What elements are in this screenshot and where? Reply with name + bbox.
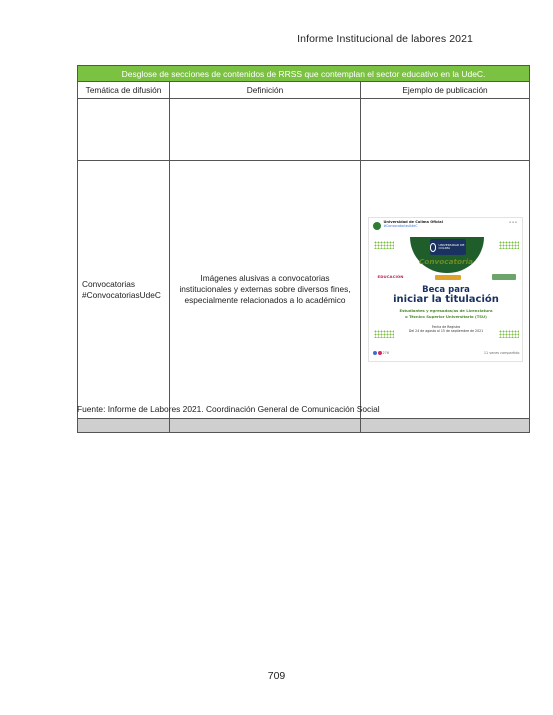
flyer-subtitle-2: o Técnico Superior Universitario (TSU) bbox=[405, 314, 487, 319]
post-account-name: Universidad de Colima Oficial bbox=[383, 220, 443, 224]
empty-cell bbox=[78, 99, 170, 161]
partner-logo-icon bbox=[435, 275, 461, 280]
decorative-dots-icon bbox=[374, 241, 394, 249]
university-seal-icon bbox=[430, 239, 466, 255]
more-options-icon: ••• bbox=[508, 220, 518, 226]
column-header-tematica: Temática de difusión bbox=[78, 82, 170, 99]
tematica-hashtag: #ConvocatoriasUdeC bbox=[82, 289, 161, 300]
table-footer-row bbox=[78, 419, 530, 433]
love-icon bbox=[378, 351, 382, 355]
post-meta bbox=[384, 221, 509, 229]
flyer-beca-text: Beca para bbox=[422, 285, 470, 295]
column-header-definicion: Definición bbox=[170, 82, 361, 99]
decorative-dots-icon bbox=[499, 241, 519, 249]
definicion-cell: Imágenes alusivas a convocatorias institucionales y externas sobre diversos fines, especialmente relacionados a lo académico bbox=[170, 161, 361, 419]
tematica-cell bbox=[78, 161, 170, 419]
partner-logo-icon bbox=[492, 274, 516, 280]
convocatoria-flyer bbox=[372, 235, 521, 348]
flyer-iniciar-text: iniciar la titulación bbox=[393, 294, 499, 305]
decorative-dots-icon bbox=[499, 330, 519, 338]
footer-cell bbox=[361, 419, 530, 433]
like-icon bbox=[373, 351, 377, 355]
empty-cell bbox=[361, 99, 530, 161]
flyer-date-range: Del 24 de agosto al 15 de septiembre de 2021 bbox=[408, 329, 484, 334]
decorative-dots-icon bbox=[374, 330, 394, 338]
flyer-headline: Convocatoria bbox=[418, 257, 474, 266]
tematica-label: Convocatorias bbox=[82, 278, 136, 289]
empty-cell bbox=[170, 99, 361, 161]
page-header-title: Informe Institucional de labores 2021 bbox=[297, 33, 473, 45]
reactions-count: 276 bbox=[382, 351, 389, 356]
example-post-image bbox=[368, 217, 523, 362]
content-sections-table bbox=[77, 65, 530, 433]
shares-text: 11 veces compartido bbox=[483, 351, 520, 356]
footer-cell bbox=[170, 419, 361, 433]
education-logo: EDUCACIÓN bbox=[377, 273, 404, 279]
source-note: Fuente: Informe de Labores 2021. Coordinación General de Comunicación Social bbox=[77, 404, 380, 414]
table-row-empty bbox=[78, 99, 530, 161]
avatar bbox=[373, 222, 381, 230]
post-footer bbox=[373, 349, 520, 358]
post-header bbox=[369, 218, 522, 235]
flyer-date-label: Fecha de Registro bbox=[431, 325, 461, 329]
table-row bbox=[78, 161, 530, 419]
seal-text: UNIVERSIDAD DE COLIMA bbox=[438, 242, 465, 250]
post-hashtag: #ConvocatoriasUdeC bbox=[383, 223, 418, 228]
footer-cell bbox=[78, 419, 170, 433]
page-number: 709 bbox=[267, 670, 286, 682]
seal-ring bbox=[430, 243, 437, 252]
column-header-ejemplo: Ejemplo de publicación bbox=[361, 82, 530, 99]
partner-logos bbox=[378, 271, 516, 283]
table-title: Desglose de secciones de contenidos de RRSS que contemplan el sector educativo en la UdeC. bbox=[78, 66, 530, 82]
flyer-subtitle-1: Estudiantes y egresados/as de Licenciatura bbox=[399, 308, 493, 313]
reactions bbox=[373, 351, 389, 355]
ejemplo-cell bbox=[361, 161, 530, 419]
